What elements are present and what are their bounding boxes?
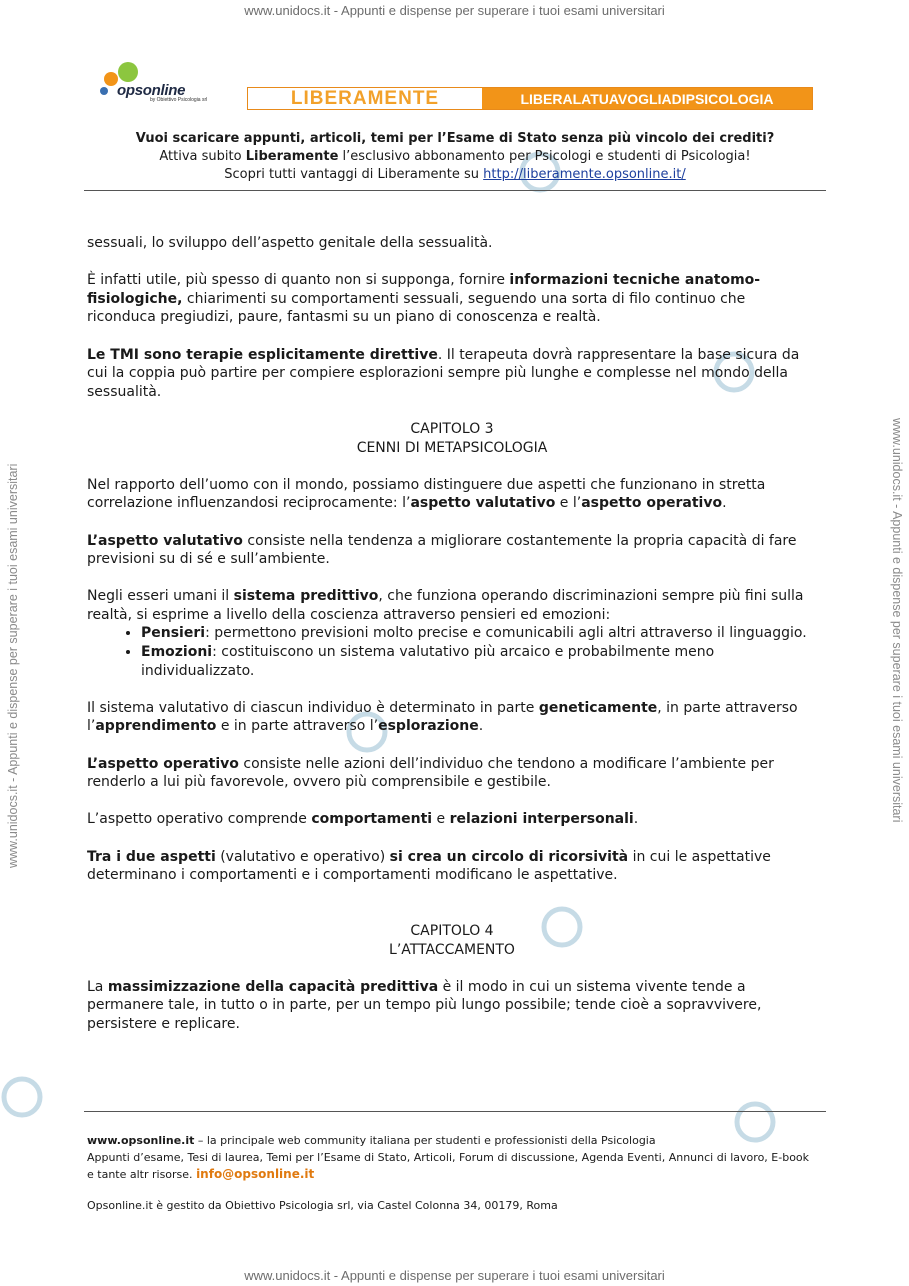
spacer — [87, 903, 817, 922]
bullet-list — [87, 624, 817, 680]
promo-header — [84, 130, 826, 184]
footer-company: Opsonline.it è gestito da Obiettivo Psicologia srl, via Castel Colonna 34, 00179, Roma — [87, 1198, 558, 1212]
liberamente-link[interactable]: http://liberamente.opsonline.it/ — [483, 167, 686, 182]
chapter-title: L’ATTACCAMENTO — [389, 941, 515, 958]
header-divider — [84, 190, 826, 191]
text: . — [633, 811, 639, 828]
chapter-heading-3 — [87, 420, 817, 457]
bold-text: geneticamente — [538, 699, 658, 716]
watermark-bottom: www.unidocs.it - Appunti e dispense per superare i tuoi esami universitari — [244, 1268, 665, 1283]
paragraph — [87, 476, 817, 513]
bold-text: sistema predittivo — [233, 588, 379, 605]
banner-title: LIBERAMENTE — [248, 88, 482, 109]
watermark-stamp-icon — [0, 1075, 44, 1119]
paragraph — [87, 810, 817, 829]
text: Negli esseri umani il — [87, 588, 234, 605]
text: è il modo in cui un sistema vivente tende a permanere tale, in tutto o in parte, per un tempo più lungo possibile; tende cioè a sopravvivere, persistere e replicare. — [87, 978, 762, 1032]
document-body — [87, 234, 817, 1052]
text: (valutativo e operativo) — [215, 848, 390, 865]
bold-text: si crea un circolo di ricorsività — [389, 848, 629, 865]
bold-text: L’aspetto operativo — [87, 755, 239, 772]
text: . — [722, 495, 727, 512]
brand-subtitle: by Obiettivo Psicologia srl — [150, 97, 208, 103]
text: sessuali, lo sviluppo dell’aspetto genitale della sessualità. — [87, 235, 493, 251]
bold-text: L’aspetto valutativo — [87, 532, 243, 549]
text: La — [87, 978, 108, 995]
promo-line-2 — [84, 148, 826, 166]
watermark-right: www.unidocs.it - Appunti e dispense per superare i tuoi esami universitari — [890, 418, 904, 823]
footer-line-1 — [87, 1133, 817, 1150]
chapter-heading-4 — [87, 922, 817, 959]
chapter-number: CAPITOLO 4 — [410, 922, 494, 939]
text: , in parte attraverso l’ — [87, 699, 798, 735]
promo-line-3 — [84, 166, 826, 184]
text: e in parte attraverso l’ — [216, 718, 379, 735]
text: , che funziona operando discriminazioni sempre più fini sulla realtà, si esprime a livello della coscienza attraverso pensieri ed emozioni: — [87, 588, 804, 623]
footer-resources: Appunti d’esame, Tesi di laurea, Temi per l’Esame di Stato, Articoli, Forum di discussione, Agenda Eventi, Annunci di lavoro, E-book e tante altr risorse. — [87, 1150, 810, 1181]
bold-text: relazioni interpersonali — [449, 811, 634, 828]
chapter-title: CENNI DI METAPSICOLOGIA — [356, 439, 548, 456]
liberamente-banner[interactable] — [247, 87, 813, 110]
paragraph — [87, 346, 817, 402]
text: consiste nella tendenza a migliorare costantemente la propria capacità di fare previsioni su di sé e sull’ambiente. — [87, 532, 797, 568]
footer-email-link[interactable]: info@opsonline.it — [196, 1167, 315, 1181]
text: L’aspetto operativo comprende — [87, 811, 312, 828]
promo-line-1: Vuoi scaricare appunti, articoli, temi per l’Esame di Stato senza più vincolo dei crediti? — [135, 131, 775, 146]
paragraph — [87, 587, 817, 624]
text: consiste nelle azioni dell’individuo che tendono a modificare l’ambiente per renderlo a lui più favorevole, ovvero più comprensibile e gestibile. — [87, 755, 774, 791]
bold-text: informazioni tecniche anatomo-fisiologiche, — [87, 272, 761, 307]
watermark-top: www.unidocs.it - Appunti e dispense per superare i tuoi esami universitari — [244, 3, 665, 18]
bold-text: Pensieri — [141, 625, 206, 642]
list-item — [141, 643, 817, 680]
text: Nel rapporto dell’uomo con il mondo, possiamo distinguere due aspetti che funzionano in stretta correlazione influenzandosi reciprocamente: l’ — [87, 476, 766, 512]
chapter-number: CAPITOLO 3 — [410, 420, 494, 437]
promo-line-2-tail: l’esclusivo abbonamento per Psicologi e studenti di Psicologia! — [338, 149, 751, 164]
footer-site-link[interactable]: www.opsonline.it — [87, 1134, 195, 1147]
bold-text: esplorazione — [378, 718, 479, 735]
text: e l’ — [555, 495, 582, 512]
footer-tagline: – la principale web community italiana per studenti e professionisti della Psicologia — [194, 1134, 656, 1147]
bold-text: comportamenti — [311, 811, 433, 828]
footer-line-2 — [87, 1150, 817, 1184]
paragraph — [87, 978, 817, 1034]
paragraph — [87, 271, 817, 327]
brand-name: opsonline — [117, 82, 186, 99]
bold-text: aspetto operativo — [581, 495, 723, 512]
promo-line-2-bold: Liberamente — [245, 149, 339, 164]
text: Il sistema valutativo di ciascun individuo è determinato in parte — [87, 699, 539, 716]
text: : costituiscono un sistema valutativo più arcaico e probabilmente meno individualizzato. — [141, 644, 715, 679]
bold-text: aspetto valutativo — [410, 495, 556, 512]
paragraph — [87, 234, 817, 253]
bold-text: Emozioni — [141, 644, 213, 661]
footer-divider — [84, 1111, 826, 1112]
bold-text: apprendimento — [95, 718, 217, 735]
text: e — [432, 811, 450, 828]
banner-slogan: LIBERALATUAVOGLIADIPSICOLOGIA — [482, 88, 812, 109]
watermark-left: www.unidocs.it - Appunti e dispense per superare i tuoi esami universitari — [6, 463, 20, 868]
promo-line-3-text: Scopri tutti vantaggi di Liberamente su — [224, 167, 484, 182]
bold-text: Le TMI sono terapie esplicitamente direttive — [87, 346, 438, 363]
page-footer — [87, 1133, 817, 1214]
paragraph — [87, 699, 817, 736]
promo-line-2-text: Attiva subito — [159, 149, 246, 164]
text: È infatti utile, più spesso di quanto non si supponga, fornire — [87, 272, 510, 289]
paragraph — [87, 848, 817, 885]
list-item — [141, 624, 817, 643]
text: : permettono previsioni molto precise e comunicabili agli altri attraverso il linguaggio. — [205, 625, 807, 642]
text: chiarimenti su comportamenti sessuali, seguendo una sorta di filo continuo che riconduca pregiudizi, paure, fantasmi su un piano di conoscenza e realtà. — [87, 290, 746, 326]
text: in cui le aspettative determinano i comportamenti e i comportamenti modificano le aspettative. — [87, 848, 771, 884]
text: . Il terapeuta dovrà rappresentare la base sicura da cui la coppia può partire per compiere esplorazioni sempre più lunghe e complesse nel mondo della sessualità. — [87, 346, 800, 400]
paragraph — [87, 755, 817, 792]
bold-text: Tra i due aspetti — [87, 848, 216, 865]
paragraph — [87, 532, 817, 569]
bold-text: massimizzazione della capacità predittiva — [107, 978, 439, 995]
text: . — [478, 718, 484, 735]
